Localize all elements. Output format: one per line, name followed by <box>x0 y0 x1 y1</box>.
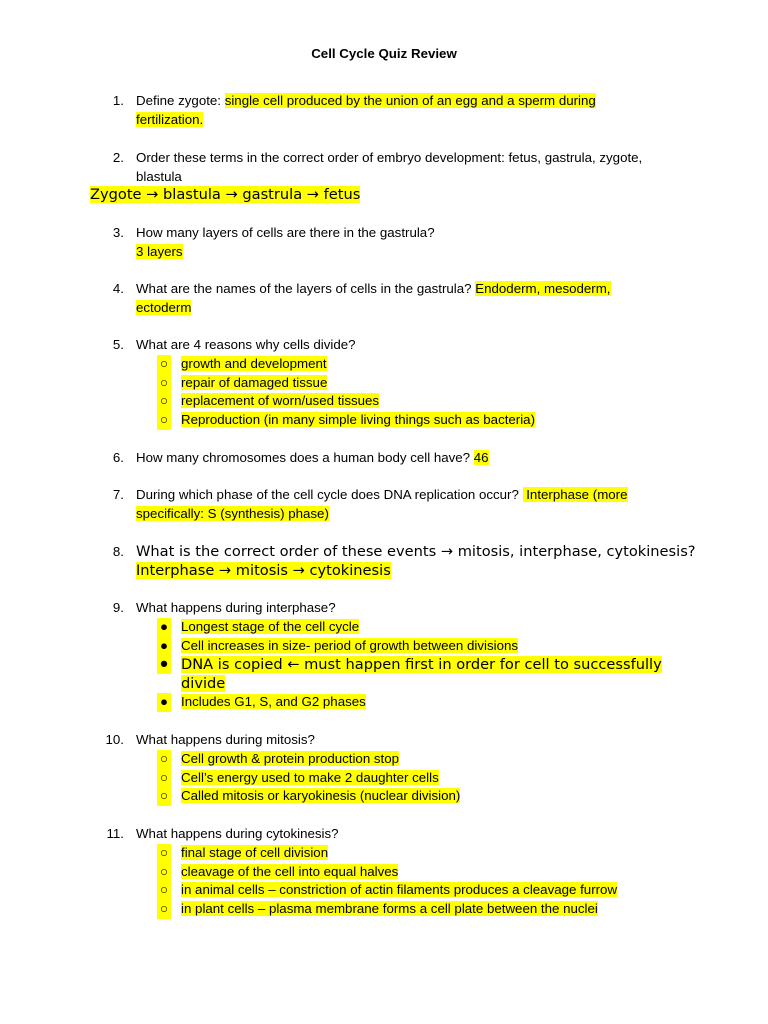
bullet-icon: ● <box>157 618 171 637</box>
question-6 <box>136 449 666 468</box>
question-text: Order these terms in the correct order of embryo development: fetus, gastrula, zygote, <box>136 150 643 165</box>
answer-highlight: Endoderm, mesoderm, <box>475 281 611 296</box>
answer-highlight: Zygote → blastula → gastrula → fetus <box>90 186 361 203</box>
reasons-list <box>136 355 666 430</box>
list-item: ● Includes G1, S, and G2 phases <box>136 693 666 712</box>
bullet-icon: ● <box>157 693 171 712</box>
bullet-icon: ○ <box>157 863 171 882</box>
question-9 <box>136 599 666 618</box>
question-text: What is the correct order of these events → mitosis, interphase, cytokinesis? <box>136 543 696 560</box>
question-number: 9. <box>112 600 124 615</box>
interphase-list <box>136 618 666 712</box>
question-number: 10. <box>105 732 124 747</box>
bullet-icon: ○ <box>157 750 171 769</box>
list-item: ○ growth and development <box>136 355 666 374</box>
bullet-icon: ○ <box>157 769 171 788</box>
answer-highlight: ectoderm <box>136 299 192 315</box>
list-item: ○ Cell’s energy used to make 2 daughter cells <box>136 769 666 788</box>
list-item: ○ Reproduction (in many simple living things such as bacteria) <box>136 411 666 430</box>
answer-highlight: 46 <box>473 450 489 465</box>
question-text: What happens during mitosis? <box>136 732 315 747</box>
list-item: ○ Called mitosis or karyokinesis (nuclear division) <box>136 787 666 806</box>
question-11 <box>136 825 666 844</box>
question-number: 11. <box>106 826 124 841</box>
question-number: 8. <box>112 544 124 559</box>
answer-highlight: Interphase → mitosis → cytokinesis <box>136 562 391 579</box>
bullet-icon: ○ <box>157 900 171 919</box>
bullet-icon: ○ <box>157 787 171 806</box>
bullet-icon: ○ <box>157 374 171 393</box>
answer-2 <box>90 185 360 204</box>
question-number: 1. <box>112 93 124 108</box>
list-item: ○ Cell growth & protein production stop <box>136 750 666 769</box>
answer-highlight: single cell produced by the union of an egg and a sperm during <box>224 93 596 108</box>
answer-highlight: Interphase (more <box>522 487 628 502</box>
list-item: ● Longest stage of the cell cycle <box>136 618 666 637</box>
question-1 <box>136 92 666 129</box>
list-item: ○ in plant cells – plasma membrane forms a cell plate between the nuclei <box>136 900 696 919</box>
question-number: 7. <box>112 487 124 502</box>
question-number: 6. <box>112 450 124 465</box>
question-number: 2. <box>112 150 124 165</box>
bullet-icon: ○ <box>157 411 171 430</box>
bullet-icon: ○ <box>157 844 171 863</box>
answer-highlight: specifically: S (synthesis) phase) <box>136 505 329 521</box>
question-text: blastula <box>136 168 182 184</box>
question-text: How many chromosomes does a human body cell have? <box>136 450 474 465</box>
question-4 <box>136 280 666 317</box>
list-item: ○ final stage of cell division <box>136 844 696 863</box>
question-2 <box>136 149 666 186</box>
question-3 <box>136 224 666 261</box>
list-item: ○ cleavage of the cell into equal halves <box>136 863 696 882</box>
list-item: ○ in animal cells – constriction of actin filaments produces a cleavage furrow <box>136 881 696 900</box>
list-item: ● DNA is copied ← must happen first in order for cell to successfully divide <box>136 655 666 693</box>
list-item: ○ repair of damaged tissue <box>136 374 666 393</box>
question-text: What happens during cytokinesis? <box>136 826 339 841</box>
cytokinesis-list <box>136 844 696 919</box>
question-text: How many layers of cells are there in the gastrula? <box>136 225 435 240</box>
bullet-icon: ○ <box>157 355 171 374</box>
question-10 <box>136 731 666 750</box>
mitosis-list <box>136 750 666 806</box>
question-text: What are 4 reasons why cells divide? <box>136 337 356 352</box>
question-8 <box>136 542 696 580</box>
question-number: 5. <box>112 337 124 352</box>
question-text: What happens during interphase? <box>136 600 336 615</box>
question-5 <box>136 336 666 355</box>
question-text: During which phase of the cell cycle does DNA replication occur? <box>136 487 523 502</box>
question-text: Define zygote: <box>136 93 225 108</box>
question-number: 4. <box>112 281 124 296</box>
list-item: ● Cell increases in size- period of growth between divisions <box>136 637 666 656</box>
answer-highlight: 3 layers <box>136 243 183 259</box>
bullet-icon: ● <box>157 637 171 656</box>
bullet-icon: ● <box>157 655 171 674</box>
question-number: 3. <box>112 225 124 240</box>
bullet-icon: ○ <box>157 881 171 900</box>
list-item: ○ replacement of worn/used tissues <box>136 392 666 411</box>
question-7 <box>136 486 666 523</box>
answer-highlight: fertilization. <box>136 111 204 127</box>
question-text: What are the names of the layers of cells in the gastrula? <box>136 281 476 296</box>
bullet-icon: ○ <box>157 392 171 411</box>
page-title: Cell Cycle Quiz Review <box>311 46 457 61</box>
